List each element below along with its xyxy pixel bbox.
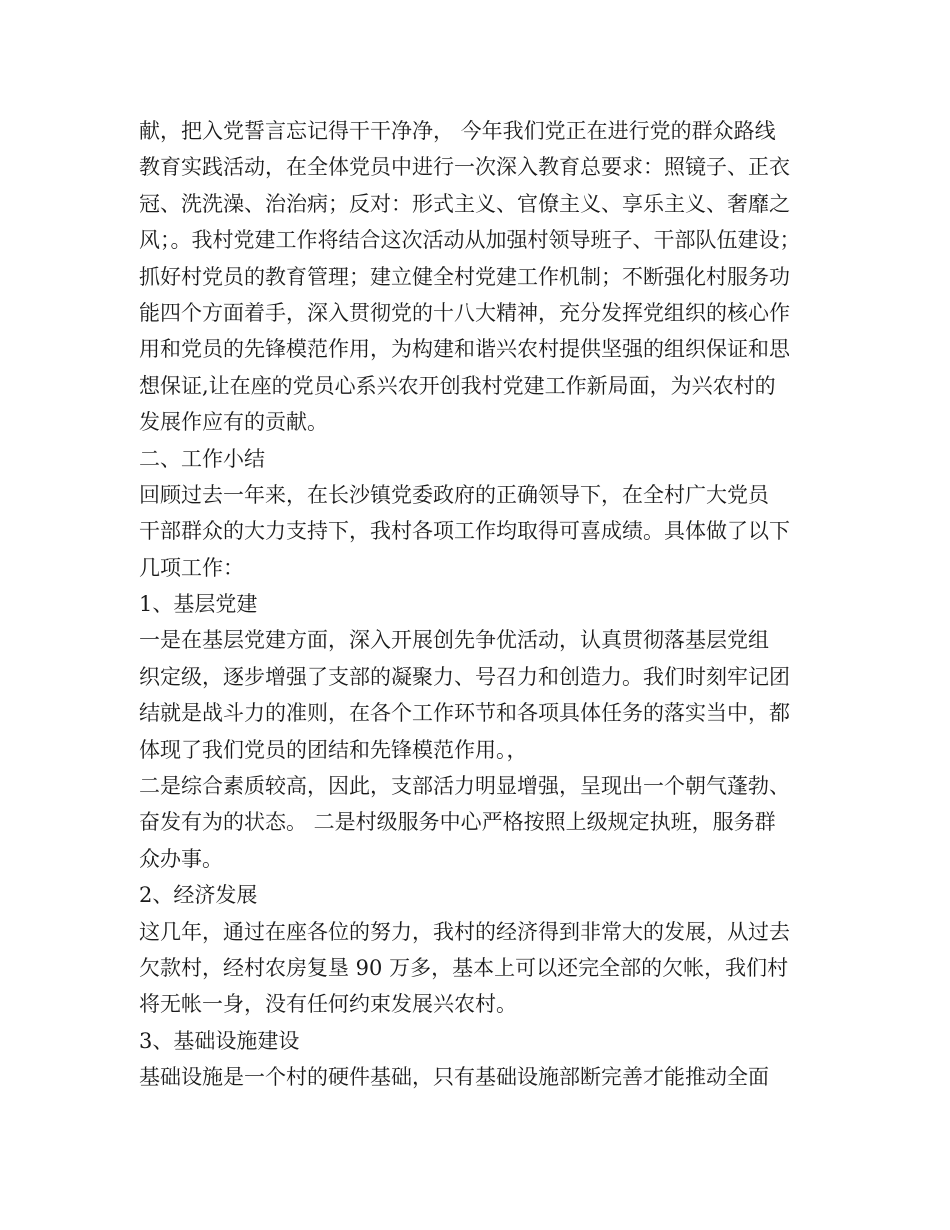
subsection-heading: 3、基础设施建设 — [139, 1028, 300, 1053]
text-line: 发展作应有的贡献。 — [139, 410, 328, 435]
text-line: 干部群众的大力支持下，我村各项工作均取得可喜成绩。具体做了以下 — [139, 519, 790, 544]
text-line: 教育实践活动，在全体党员中进行一次深入教育总要求：照镜子、正衣 — [139, 155, 790, 180]
text-line: 一是在基层党建方面，深入开展创先争优活动，认真贯彻落基层党组 — [139, 628, 769, 653]
text-line: 结就是战斗力的准则，在各个工作环节和各项具体任务的落实当中，都 — [139, 701, 790, 726]
text-line: 几项工作： — [139, 555, 244, 580]
text-line: 献，把入党誓言忘记得干干净净， 今年我们党正在进行党的群众路线 — [139, 119, 776, 143]
text-line: 基础设施是一个村的硬件基础，只有基础设施部断完善才能推动全面 — [139, 1065, 769, 1090]
subsection-heading: 1、基层党建 — [139, 592, 258, 617]
text-line: 风；。我村党建工作将结合这次活动从加强村领导班子、干部队伍建设； — [139, 228, 801, 253]
text-line: 织定级，逐步增强了支部的凝聚力、号召力和创造力。我们时刻牢记团 — [139, 664, 790, 689]
section-heading: 二、工作小结 — [139, 446, 265, 471]
text-line: 将无帐一身，没有任何约束发展兴农村。 — [139, 992, 517, 1017]
text-line: 体现了我们党员的团结和先锋模范作用。， — [139, 737, 528, 762]
subsection-heading: 2、经济发展 — [139, 883, 258, 908]
text-line: 奋发有为的状态。 二是村级服务中心严格按照上级规定执班，服务群 — [139, 810, 776, 835]
text-line: 想保证,让在座的党员心系兴农开创我村党建工作新局面，为兴农村的 — [139, 373, 776, 398]
text-line: 冠、洗洗澡、治治病；反对：形式主义、官僚主义、享乐主义、奢靡之 — [139, 191, 790, 216]
text-line: 这几年，通过在座各位的努力，我村的经济得到非常大的发展，从过去 — [139, 919, 790, 944]
text-line: 用和党员的先锋模范作用，为构建和谐兴农村提供坚强的组织保证和思 — [139, 337, 790, 362]
text-line: 二是综合素质较高，因此，支部活力明显增强，呈现出一个朝气蓬勃、 — [139, 774, 790, 799]
text-line: 能四个方面着手，深入贯彻党的十八大精神，充分发挥党组织的核心作 — [139, 300, 790, 325]
text-line: 众办事。 — [139, 846, 223, 871]
text-line: 回顾过去一年来，在长沙镇党委政府的正确领导下，在全村广大党员 — [139, 482, 769, 507]
text-line: 欠款村，经村农房复垦 90 万多，基本上可以还完全部的欠帐，我们村 — [139, 955, 789, 980]
text-line: 抓好村党员的教育管理；建立健全村党建工作机制；不断强化村服务功 — [139, 264, 790, 289]
document-page — [139, 113, 819, 1096]
